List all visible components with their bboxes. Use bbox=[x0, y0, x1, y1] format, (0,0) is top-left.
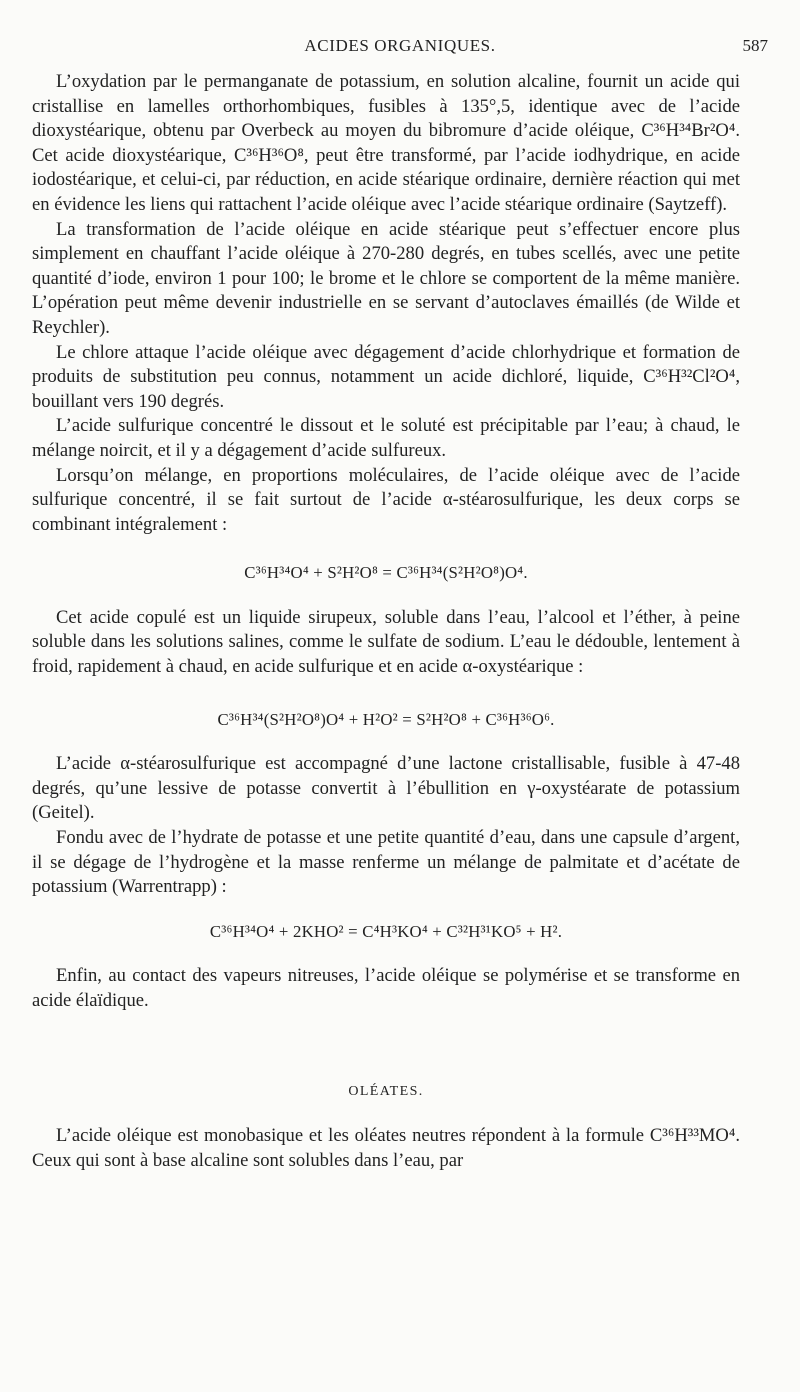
chemical-equation: C³⁶H³⁴(S²H²O⁸)O⁴ + H²O² = S²H²O⁸ + C³⁶H³⁶O⁶. bbox=[217, 709, 555, 729]
paragraph: Le chlore attaque l’acide oléique avec dégagement d’acide chlorhydrique et formation de produits de substitution peu connus, notamment un acide dichloré, liquide, C³⁶H³²Cl²O⁴, bouillant vers 190 degrés. bbox=[32, 341, 740, 412]
page-header bbox=[32, 36, 768, 62]
paragraph: Cet acide copulé est un liquide sirupeux, soluble dans l’eau, l’alcool et l’éther, à peine soluble dans les solutions salines, comme le sulfate de sodium. L’eau le dédouble, lentement à froid, rapidement à chaud, en acide sulfurique et en acide α-oxystéarique : bbox=[32, 606, 740, 678]
paragraph: Fondu avec de l’hydrate de potasse et une petite quantité d’eau, dans une capsule d’argent, il se dégage de l’hydrogène et la masse renferme un mélange de palmitate et d’acétate de potassium (Warrentrapp) : bbox=[32, 827, 740, 898]
page-number: 587 bbox=[742, 36, 768, 55]
chemical-equation: C³⁶H³⁴O⁴ + 2KHO² = C⁴H³KO⁴ + C³²H³¹KO⁵ + H². bbox=[209, 921, 563, 941]
paragraph: Enfin, au contact des vapeurs nitreuses, l’acide oléique se polymérise et se transforme en acide élaïdique. bbox=[32, 965, 740, 1011]
paragraph: L’acide sulfurique concentré le dissout et le soluté est précipitable par l’eau; à chaud, le mélange noircit, et il y a dégagement d’acide sulfureux. bbox=[32, 415, 740, 461]
paragraph: L’acide oléique est monobasique et les oléates neutres répondent à la formule C³⁶H³³MO⁴. Ceux qui sont à base alcaline sont solubles dans l’eau, par bbox=[32, 1125, 740, 1171]
section-title: OLÉATES. bbox=[348, 1083, 424, 1099]
running-title: ACIDES ORGANIQUES. bbox=[304, 36, 496, 55]
paragraph: Lorsqu’on mélange, en proportions moléculaires, de l’acide oléique avec de l’acide sulfurique concentré, il se fait surtout de l’acide α-stéarosulfurique, les deux corps se combinant intégralement : bbox=[32, 464, 740, 535]
paragraph: L’acide α-stéarosulfurique est accompagné d’une lactone cristallisable, fusible à 47-48 degrés, qu’une lessive de potasse convertit à l’ébullition en γ-oxystéarate de potassium (Geitel). bbox=[32, 753, 740, 824]
chemical-equation: C³⁶H³⁴O⁴ + S²H²O⁸ = C³⁶H³⁴(S²H²O⁸)O⁴. bbox=[244, 563, 528, 583]
paragraph: L’oxydation par le permanganate de potassium, en solution alcaline, fournit un acide qui cristallise en lamelles orthorhombiques, fusibles à 135°,5, identique avec de l’acide dioxystéarique, obtenu par Overbeck au moyen du bibromure d’acide oléique, C³⁶H³⁴Br²O⁴. Cet acide dioxystéarique, C³⁶H³⁶O⁸, peut être transformé, par l’acide iodhydrique, en acide iodostéarique, et celui-ci, par réduction, en acide stéarique ordinaire, dernière réaction qui met en évidence les liens qui rattachent l’acide oléique avec l’acide stéarique ordinaire (Saytzeff). bbox=[32, 71, 740, 215]
body-text bbox=[32, 70, 740, 1173]
paragraph: La transformation de l’acide oléique en acide stéarique peut s’effectuer encore plus simplement en chauffant l’acide oléique à 270-280 degrés, en tubes scellés, avec une petite quantité d’iode, environ 1 pour 100; le brome et le chlore se comportent de la même manière. L’opération peut même devenir industrielle en se servant d’autoclaves émaillés (de Wilde et Reychler). bbox=[32, 218, 740, 338]
